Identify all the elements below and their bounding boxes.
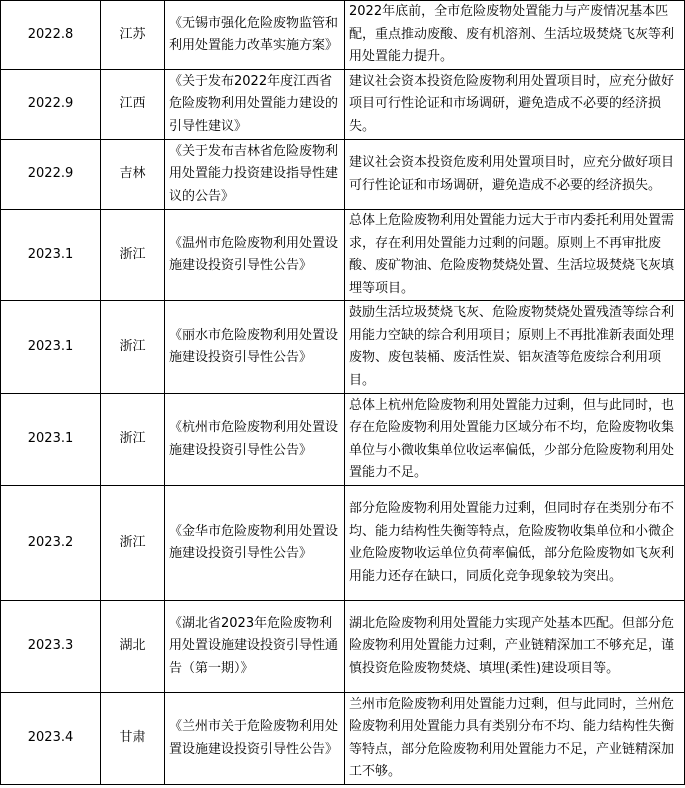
policy-description-cell: 鼓励生活垃圾焚烧飞灰、危险废物焚烧处置残渣等综合利用能力空缺的综合利用项目；原则上不再批准新表面处理废物、废包装桶、废活性炭、铝灰渣等危废综合利用项目。: [345, 301, 685, 394]
table-row: [1, 693, 685, 785]
policy-description-cell: 2022年底前，全市危险废物处置能力与产废情况基本匹配，重点推动废酸、废有机溶剂、生活垃圾焚烧飞灰等利用处置能力提升。: [345, 1, 685, 70]
province-cell: 吉林: [101, 140, 165, 210]
policy-description-cell: 总体上危险废物利用处置能力远大于市内委托利用处置需求，存在利用处置能力过剩的问题。原则上不再审批废酸、废矿物油、危险废物焚烧处置、生活垃圾焚烧飞灰填埋等项目。: [345, 210, 685, 301]
policy-title-cell: 《关于发布2022年度江西省危险废物利用处置能力建设的引导性建议》: [165, 70, 345, 140]
province-cell: 湖北: [101, 601, 165, 693]
table-row: [1, 1, 685, 70]
date-cell: 2022.9: [1, 140, 101, 210]
date-cell: 2023.2: [1, 486, 101, 601]
province-cell: 浙江: [101, 301, 165, 394]
policy-title-cell: 《兰州市关于危险废物利用处置设施建设投资引导性公告》: [165, 693, 345, 785]
date-cell: 2022.8: [1, 1, 101, 70]
policy-title-cell: 《温州市危险废物利用处置设施建设投资引导性公告》: [165, 210, 345, 301]
table-row: [1, 70, 685, 140]
date-cell: 2023.1: [1, 301, 101, 394]
table-row: [1, 301, 685, 394]
province-cell: 江苏: [101, 1, 165, 70]
policy-description-cell: 总体上杭州危险废物利用处置能力过剩，但与此同时，也存在危险废物利用处置能力区域分布不均，危险废物收集单位与小微收集单位收运率偏低，少部分危险废物利用处置能力不足。: [345, 394, 685, 486]
policy-title-cell: 《关于发布吉林省危险废物利用处置能力投资建设指导性建议的公告》: [165, 140, 345, 210]
policy-title-cell: 《丽水市危险废物利用处置设施建设投资引导性公告》: [165, 301, 345, 394]
province-cell: 浙江: [101, 486, 165, 601]
table-row: [1, 486, 685, 601]
policy-description-cell: 湖北危险废物利用处置能力实现产处基本匹配。但部分危险废物利用处置能力过剩，产业链精深加工不够充足，谨慎投资危险废物焚烧、填埋(柔性)建设项目等。: [345, 601, 685, 693]
table-row: [1, 210, 685, 301]
policy-description-cell: 兰州市危险废物利用处置能力过剩，但与此同时，兰州危险废物利用处置能力具有类别分布不均、能力结构性失衡等特点，部分危险废物利用处置能力不足，产业链精深加工不够。: [345, 693, 685, 785]
province-cell: 江西: [101, 70, 165, 140]
date-cell: 2022.9: [1, 70, 101, 140]
table-row: [1, 601, 685, 693]
policy-title-cell: 《无锡市强化危险废物监管和利用处置能力改革实施方案》: [165, 1, 345, 70]
policy-title-cell: 《金华市危险废物利用处置设施建设投资引导性公告》: [165, 486, 345, 601]
province-cell: 浙江: [101, 210, 165, 301]
table-row: [1, 140, 685, 210]
policy-description-cell: 部分危险废物利用处置能力过剩，但同时存在类别分布不均、能力结构性失衡等特点，危险废物收集单位和小微企业危险废物收运单位负荷率偏低，部分危险废物如飞灰利用能力还存在缺口，同质化竞争现象较为突出。: [345, 486, 685, 601]
policy-table-body: [1, 1, 685, 785]
policy-description-cell: 建议社会资本投资危废利用处置项目时，应充分做好项目可行性论证和市场调研，避免造成不必要的经济损失。: [345, 140, 685, 210]
date-cell: 2023.1: [1, 394, 101, 486]
table-row: [1, 394, 685, 486]
province-cell: 甘肃: [101, 693, 165, 785]
policy-title-cell: 《湖北省2023年危险废物利用处置设施建设投资引导性通告（第一期）》: [165, 601, 345, 693]
date-cell: 2023.1: [1, 210, 101, 301]
province-cell: 浙江: [101, 394, 165, 486]
date-cell: 2023.4: [1, 693, 101, 785]
date-cell: 2023.3: [1, 601, 101, 693]
policy-description-cell: 建议社会资本投资危险废物利用处置项目时，应充分做好项目可行性论证和市场调研，避免造成不必要的经济损失。: [345, 70, 685, 140]
policy-title-cell: 《杭州市危险废物利用处置设施建设投资引导性公告》: [165, 394, 345, 486]
